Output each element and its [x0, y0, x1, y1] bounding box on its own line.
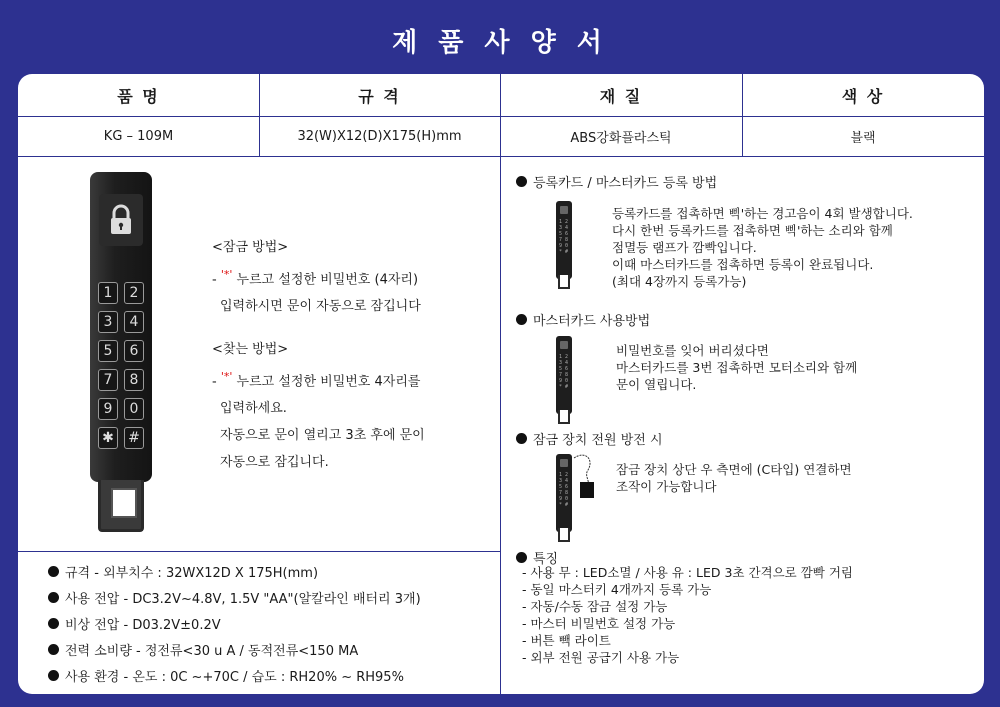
bullet-icon — [516, 176, 527, 187]
spec-divider — [18, 551, 500, 552]
key-1: 1 — [98, 282, 118, 304]
header-color: 색 상 — [841, 86, 885, 106]
header-material: 재 질 — [599, 86, 643, 106]
table-divider — [18, 156, 984, 157]
features-list — [522, 564, 853, 666]
bullet-icon — [516, 552, 527, 563]
list-item: - 버튼 빽 라이트 — [522, 633, 611, 648]
key-6: 6 — [124, 340, 144, 362]
open-method-text: <찾는 방법> - '*' 누르고 설정한 비밀번호 4자리를 입력하세요. 자동으로 문이 열리고 3초 후에 문이 자동으로 잠깁니다. — [212, 336, 425, 476]
master-instructions: 비밀번호를 잊어 버리셨다면 마스터카드를 3번 접촉하면 모터소리와 함께 문이 열립니다. — [616, 343, 858, 392]
value-product-name: KG – 109M — [103, 129, 174, 144]
lock-method-text: <잠금 방법> - '*' 누르고 설정한 비밀번호 (4자리) 입력하시면 문이 자동으로 잠깁니다 — [212, 234, 421, 320]
spec-item: 규격 - 외부치수 : 32WX12D X 175H(mm) — [48, 562, 318, 581]
bullet-icon — [516, 433, 527, 444]
spec-item: 사용 전압 - DC3.2V~4.8V, 1.5V "AA"(알칼라인 배터리 3개) — [48, 588, 421, 607]
lock-icon — [99, 194, 143, 246]
key-3: 3 — [98, 311, 118, 333]
header-product-name: 품 명 — [117, 86, 160, 106]
list-item: - 동일 마스터키 4개까지 등록 가능 — [522, 582, 712, 597]
column-divider — [259, 74, 260, 156]
spec-item: 비상 전압 - D03.2V±0.2V — [48, 614, 221, 633]
list-item: - 외부 전원 공급기 사용 가능 — [522, 650, 680, 665]
bullet-icon — [48, 670, 59, 681]
spec-sheet-card — [18, 74, 984, 694]
key-9: 9 — [98, 398, 118, 420]
key-hash: # — [124, 427, 144, 449]
bullet-icon — [48, 592, 59, 603]
register-section-title: 등록카드 / 마스터카드 등록 방법 — [516, 172, 717, 191]
key-5: 5 — [98, 340, 118, 362]
mini-device-icon: 1 2 3 4 5 6 7 8 9 0 * # — [556, 201, 572, 279]
star-key-label: '*' — [220, 268, 233, 281]
master-section-title: 마스터카드 사용방법 — [516, 310, 650, 329]
value-material: ABS강화플라스틱 — [570, 131, 672, 146]
bullet-icon — [48, 644, 59, 655]
bullet-icon — [48, 566, 59, 577]
column-divider — [742, 74, 743, 156]
key-2: 2 — [124, 282, 144, 304]
mini-device-icon: 1 2 3 4 5 6 7 8 9 0 * # — [556, 454, 572, 532]
features-section-title: 특징 — [516, 548, 558, 567]
key-8: 8 — [124, 369, 144, 391]
keypad — [98, 282, 144, 449]
key-4: 4 — [124, 311, 144, 333]
star-key-label: '*' — [220, 370, 233, 383]
list-item: - 자동/수동 잠금 설정 가능 — [522, 599, 668, 614]
center-divider — [500, 74, 501, 694]
key-star: ✱ — [98, 427, 118, 449]
spec-item: 사용 환경 - 온도 : 0C ~+70C / 습도 : RH20% ~ RH95% — [48, 666, 404, 685]
key-0: 0 — [124, 398, 144, 420]
header-dimensions: 규 격 — [358, 86, 401, 106]
power-instructions: 잠금 장치 상단 우 측면에 (C타입) 연결하면 조작이 가능합니다 — [616, 462, 852, 494]
register-instructions: 등록카드를 접촉하면 삑'하는 경고음이 4회 발생합니다. 다시 한번 등록카드를 접촉하면 삑'하는 소리와 함께 점멸등 램프가 깜빡입니다. 이때 마스터카드를 접촉하면 등록이 완료됩니다. (최대 4장까지 등록가능) — [612, 206, 913, 289]
lock-method-title: <잠금 방법> — [212, 240, 289, 255]
key-7: 7 — [98, 369, 118, 391]
mini-device-icon: 1 2 3 4 5 6 7 8 9 0 * # — [556, 336, 572, 414]
value-dimensions: 32(W)X12(D)X175(H)mm — [297, 129, 462, 144]
bullet-icon — [48, 618, 59, 629]
power-cable-icon — [568, 452, 598, 502]
page-title: 제 품 사 양 서 — [392, 28, 608, 58]
list-item: - 마스터 비밀번호 설정 가능 — [522, 616, 676, 631]
value-color: 블랙 — [850, 131, 876, 146]
keypad-lock-illustration — [90, 172, 152, 534]
open-method-title: <찾는 방법> — [212, 342, 289, 357]
spec-item: 전력 소비량 - 정전류<30 u A / 동적전류<150 MA — [48, 640, 358, 659]
bullet-icon — [516, 314, 527, 325]
list-item: - 사용 무 : LED소멸 / 사용 유 : LED 3초 간격으로 깜빡 거림 — [522, 565, 854, 580]
power-section-title: 잠금 장치 전원 방전 시 — [516, 429, 663, 448]
